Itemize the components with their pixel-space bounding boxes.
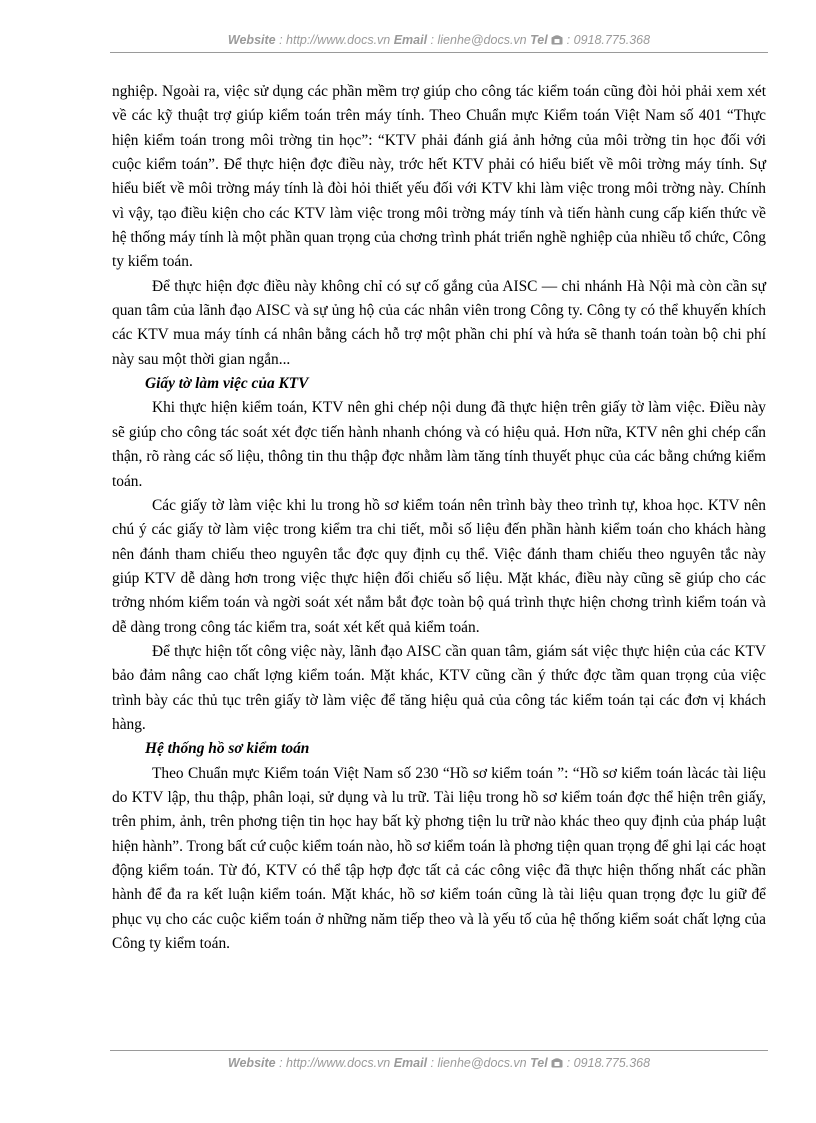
section-heading-audit-files: Hệ thống hồ sơ kiểm toán <box>145 740 310 758</box>
paragraph-1: nghiệp. Ngoài ra, việc sử dụng các phần mềm trợ giúp cho công tác kiểm toán cũng đòi hỏi phải xem xét về các kỹ thuật trợ giúp kiểm toán trên máy tính. Theo Chuẩn mực Kiểm toán Việt Nam số 401 “Thực hiện kiểm toán trong môi trờng tin học”: “KTV phải đánh giá ảnh hởng của môi trờng tin học đối với cuộc kiểm toán”. Để thực hiện đợc điều này, trớc hết KTV phải có hiểu biết về môi trờng máy tính. Sự hiểu biết về môi trờng máy tính là đòi hỏi thiết yếu đối với KTV khi làm việc trong môi trờng này. Chính vì vậy, tạo điều kiện cho các KTV làm việc trong môi trờng máy tính và tiến hành cung cấp kiến thức về hệ thống máy tính là một phần quan trọng của chơng trình phát triển nghề nghiệp của nhiều tổ chức, Công ty kiểm toán. <box>112 83 766 271</box>
page-footer <box>110 1056 768 1070</box>
paragraph-5: Để thực hiện tốt công việc này, lãnh đạo AISC cần quan tâm, giám sát việc thực hiện của các KTV bảo đảm nâng cao chất lợng kiểm toán. Mặt khác, KTV cũng cần ý thức đợc tầm quan trọng của việc trình bày các thủ tục trên giấy tờ làm việc để tăng hiệu quả của công tác kiểm toán tại các đơn vị khách hàng. <box>112 642 766 733</box>
footer-website-value: : http://www.docs.vn <box>275 1056 394 1070</box>
paragraph-2: Để thực hiện đợc điều này không chỉ có sự cố gắng của AISC — chi nhánh Hà Nội mà còn cần sự quan tâm của lãnh đạo AISC và sự ủng hộ của các nhân viên trong Công ty. Công ty có thể khuyến khích các KTV mua máy tính cá nhân bằng cách hỗ trợ một phần chi phí và hứa sẽ thanh toán toàn bộ chi phí này sau một thời gian ngắn... <box>112 277 766 368</box>
header-email-label: Email <box>393 33 428 47</box>
paragraph-6: Theo Chuẩn mực Kiểm toán Việt Nam số 230 “Hồ sơ kiểm toán ”: “Hồ sơ kiểm toán làcác tài liệu do KTV lập, thu thập, phân loại, sử dụng và lu trữ. Tài liệu trong hồ sơ kiểm toán đợc thể hiện trên giấy, trên phim, ảnh, trên phơng tiện tin học hay bất kỳ phơng tiện lu trữ nào khác theo quy định của pháp luật hiện hành”. Trong bất cứ cuộc kiểm toán nào, hồ sơ kiểm toán là phơng tiện quan trọng để ghi lại các hoạt động kiểm toán. Từ đó, KTV có thể tập hợp đợc tất cả các công việc đã thực hiện thống nhất các phần hành để đa ra kết luận kiểm toán. Mặt khác, hồ sơ kiểm toán cũng là tài liệu quan trọng đợc lu giữ để phục vụ cho các cuộc kiểm toán ở những năm tiếp theo và là yếu tố của hệ thống kiểm soát chất lợng của Công ty kiểm toán. <box>112 764 766 953</box>
footer-email-value: : lienhe@docs.vn <box>427 1056 531 1070</box>
footer-tel-label: Tel <box>530 1056 548 1070</box>
phone-icon <box>551 1057 563 1068</box>
page-header <box>110 33 768 47</box>
header-tel-value: : 0918.775.368 <box>563 33 651 47</box>
header-tel-label: Tel <box>530 33 548 47</box>
paragraph-3: Khi thực hiện kiểm toán, KTV nên ghi chép nội dung đã thực hiện trên giấy tờ làm việc. Điều này sẽ giúp cho công tác soát xét đợc tiến hành nhanh chóng và có hiệu quả. Hơn nữa, KTV nên ghi chép cẩn thận, rõ ràng các số liệu, thông tin thu thập đợc nhằm làm tăng tính thuyết phục của các bằng chứng kiểm toán. <box>112 399 766 490</box>
header-website-label: Website <box>227 33 276 47</box>
header-website-value: : http://www.docs.vn <box>275 33 394 47</box>
header-rule <box>110 52 768 53</box>
paragraph-4: Các giấy tờ làm việc khi lu trong hồ sơ kiểm toán nên trình bày theo trình tự, khoa học. KTV nên chú ý các giấy tờ làm việc trong kiểm tra chi tiết, mỗi số liệu đến phần hành kiểm toán cho khách hàng nên đánh tham chiếu theo nguyên tắc đợc quy định cụ thể. Việc đánh tham chiếu theo nguyên tắc này giúp KTV dễ dàng hơn trong việc thực hiện đối chiếu số liệu. Mặt khác, điều này cũng sẽ giúp cho các trởng nhóm kiểm toán và ngời soát xét nắm bắt đợc toàn bộ quá trình thực hiện chơng trình kiểm toán và dễ dàng trong công tác kiểm tra, soát xét kết quả kiểm toán. <box>112 496 766 636</box>
footer-rule <box>110 1050 768 1051</box>
phone-icon <box>551 34 563 45</box>
document-body <box>112 80 766 956</box>
footer-website-label: Website <box>227 1056 276 1070</box>
footer-tel-value: : 0918.775.368 <box>563 1056 651 1070</box>
footer-email-label: Email <box>393 1056 428 1070</box>
header-email-value: : lienhe@docs.vn <box>427 33 531 47</box>
section-heading-working-papers: Giấy tờ làm việc của KTV <box>145 375 309 393</box>
